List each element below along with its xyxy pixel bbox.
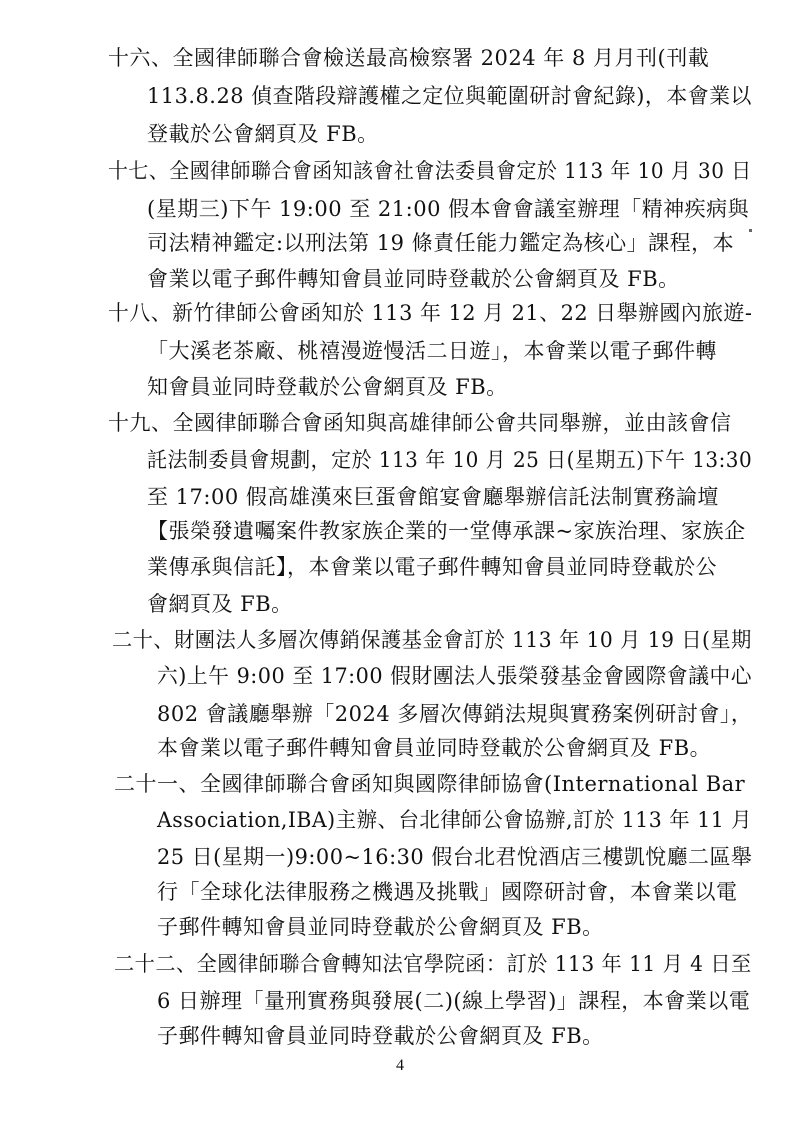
- item-20-line-3: 802 會議廳舉辦「2024 多層次傳銷法規與實務案例研討會」，: [157, 702, 753, 726]
- item-19-line-5: 業傳承與信託】，本會業以電子郵件轉知會員並同時登載於公: [147, 555, 717, 579]
- item-17-line-3: 司法精神鑑定:以刑法第 19 條責任能力鑑定為核心」課程，本: [147, 231, 735, 255]
- scan-speck: [749, 229, 752, 232]
- item-19-line-1: 十九、全國律師聯合會函知與高雄律師公會共同舉辦，並由該會信: [108, 411, 732, 435]
- item-18-line-2: 「大溪老茶廠、桃禧漫遊慢活二日遊」，本會業以電子郵件轉: [147, 339, 717, 363]
- item-20-line-1: 二十、財團法人多層次傳銷保護基金會訂於 113 年 10 月 19 日(星期: [112, 628, 752, 652]
- item-20-line-2: 六)上午 9:00 至 17:00 假財團法人張榮發基金會國際會議中心: [157, 664, 753, 688]
- item-22-line-2: 6 日辦理「量刑實務與發展(二)(線上學習)」課程，本會業以電: [157, 989, 751, 1013]
- item-17-line-1: 十七、全國律師聯合會函知該會社會法委員會定於 113 年 10 月 30 日: [108, 159, 752, 183]
- page-number: 4: [396, 1057, 404, 1074]
- item-16-line-2: 113.8.28 偵查階段辯護權之定位與範圍研討會紀錄)，本會業以: [147, 84, 752, 108]
- item-21-line-1: 二十一、全國律師聯合會函知與國際律師協會(International Bar: [114, 772, 746, 796]
- item-17-line-4: 會業以電子郵件轉知會員並同時登載於公會網頁及 FB。: [147, 267, 680, 291]
- item-19-line-4: 【張榮發遺囑案件教家族企業的一堂傳承課~家族治理、家族企: [147, 519, 746, 543]
- item-19-line-3: 至 17:00 假高雄漢來巨蛋會館宴會廳舉辦信託法制實務論壇: [147, 485, 719, 509]
- item-21-line-3: 25 日(星期一)9:00~16:30 假台北君悅酒店三樓凱悅廳二區舉: [157, 845, 753, 869]
- item-18-line-1: 十八、新竹律師公會函知於 113 年 12 月 21、22 日舉辦國內旅遊-: [108, 301, 753, 325]
- item-19-line-2: 託法制委員會規劃，定於 113 年 10 月 25 日(星期五)下午 13:30: [147, 448, 753, 472]
- item-21-line-2: Association,IBA)主辦、台北律師公會協辦,訂於 113 年 11 月: [157, 808, 753, 832]
- item-22-line-1: 二十二、全國律師聯合會轉知法官學院函：訂於 113 年 11 月 4 日至: [114, 952, 752, 976]
- item-20-line-4: 本會業以電子郵件轉知會員並同時登載於公會網頁及 FB。: [157, 736, 712, 760]
- item-22-line-3: 子郵件轉知會員並同時登載於公會網頁及 FB。: [157, 1024, 604, 1048]
- item-16-line-1: 十六、全國律師聯合會檢送最高檢察署 2024 年 8 月月刊(刊載: [108, 46, 710, 70]
- item-18-line-3: 知會員並同時登載於公會網頁及 FB。: [147, 375, 508, 399]
- item-16-line-3: 登載於公會網頁及 FB。: [147, 122, 379, 146]
- item-21-line-5: 子郵件轉知會員並同時登載於公會網頁及 FB。: [157, 915, 604, 939]
- item-21-line-4: 行「全球化法律服務之機遇及挑戰」國際研討會，本會業以電: [157, 880, 738, 904]
- item-19-line-6: 會網頁及 FB。: [147, 592, 293, 616]
- item-17-line-2: (星期三)下午 19:00 至 21:00 假本會會議室辦理「精神疾病與: [147, 197, 750, 221]
